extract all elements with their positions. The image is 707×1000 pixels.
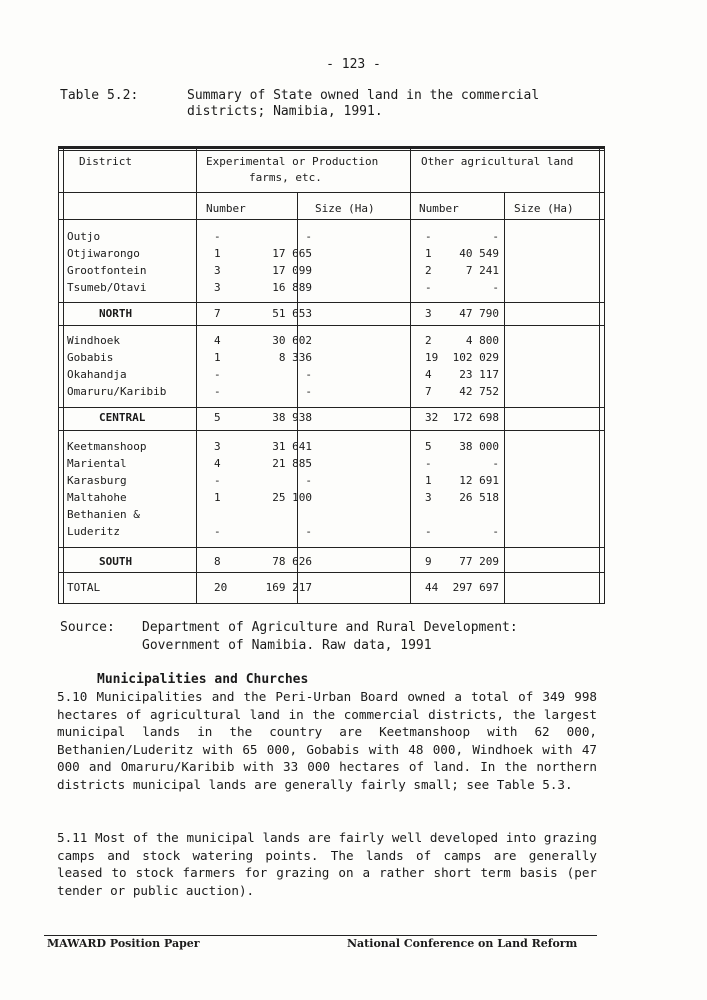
cell-s1: 31 641 xyxy=(272,440,312,453)
header-district: District xyxy=(79,155,132,168)
cell-n1: 3 xyxy=(214,440,221,453)
cell-s2: 42 752 xyxy=(459,385,499,398)
source-line2: Government of Namibia. Raw data, 1991 xyxy=(142,638,432,653)
table-caption-line2: districts; Namibia, 1991. xyxy=(187,104,383,119)
cell-district: Outjo xyxy=(67,230,101,243)
section-heading: Municipalities and Churches xyxy=(97,672,309,687)
cell-s2: 26 518 xyxy=(459,491,499,504)
cell-district: Luderitz xyxy=(67,525,120,538)
source-label: Source: xyxy=(60,620,115,635)
cell-s2: 47 790 xyxy=(459,307,499,320)
cell-s2: 7 241 xyxy=(465,264,499,277)
cell-n1: - xyxy=(214,525,221,538)
cell-s2: 12 691 xyxy=(459,474,499,487)
cell-n1: 8 xyxy=(214,555,221,568)
col-divider-4 xyxy=(504,192,505,603)
left-double-rule xyxy=(63,147,64,603)
cell-n1: 3 xyxy=(214,281,221,294)
footer-rule xyxy=(44,935,597,936)
source-text xyxy=(142,619,518,655)
cell-n1: 1 xyxy=(214,491,221,504)
col-divider-1 xyxy=(196,147,197,603)
paragraph-5-11: 5.11 Most of the municipal lands are fairly well developed into grazing camps and stock watering points. The lands of camps are generally leased to stock farmers for grazing on a rather short term basis (per tender or public auction). xyxy=(57,830,597,898)
page-number: - 123 - xyxy=(326,57,381,72)
cell-n1: 4 xyxy=(214,457,221,470)
cell-n2: - xyxy=(425,230,432,243)
cell-district: TOTAL xyxy=(67,581,101,594)
cell-n2: 19 xyxy=(425,351,439,364)
cell-s1: 17 099 xyxy=(272,264,312,277)
table-caption xyxy=(187,88,539,120)
cell-s1: 30 602 xyxy=(272,334,312,347)
central-rule-bottom xyxy=(59,430,604,431)
cell-n2: - xyxy=(425,281,432,294)
cell-n1: 4 xyxy=(214,334,221,347)
header-experimental-line2: farms, etc. xyxy=(249,171,322,184)
cell-district: NORTH xyxy=(99,307,133,320)
cell-s1: 8 336 xyxy=(278,351,312,364)
table-label: Table 5.2: xyxy=(60,88,139,103)
cell-s2: 102 029 xyxy=(452,351,499,364)
table-top-rule-inner xyxy=(59,150,604,151)
right-double-rule xyxy=(599,147,600,603)
header-size-2: Size (Ha) xyxy=(514,202,574,215)
cell-district: Gobabis xyxy=(67,351,114,364)
cell-s2: 77 209 xyxy=(459,555,499,568)
cell-s2: 23 117 xyxy=(459,368,499,381)
header-size-1: Size (Ha) xyxy=(315,202,375,215)
cell-n2: - xyxy=(425,525,432,538)
south-rule-bottom xyxy=(59,572,604,573)
cell-district: CENTRAL xyxy=(99,411,146,424)
cell-s1: 51 653 xyxy=(272,307,312,320)
cell-s1: 78 626 xyxy=(272,555,312,568)
header-rule-2 xyxy=(59,219,604,220)
cell-district: Tsumeb/Otavi xyxy=(67,281,147,294)
cell-n1: 1 xyxy=(214,351,221,364)
central-rule-top xyxy=(59,407,604,408)
cell-n2: 9 xyxy=(425,555,432,568)
cell-s2: 40 549 xyxy=(459,247,499,260)
cell-district: Grootfontein xyxy=(67,264,147,277)
footer-right: National Conference on Land Reform xyxy=(347,937,578,950)
cell-district: Otjiwarongo xyxy=(67,247,140,260)
cell-n2: - xyxy=(425,457,432,470)
cell-s1: - xyxy=(305,474,312,487)
cell-district: Mariental xyxy=(67,457,127,470)
cell-n1: 3 xyxy=(214,264,221,277)
footer-left: MAWARD Position Paper xyxy=(47,937,200,950)
cell-n1: - xyxy=(214,230,221,243)
cell-n1: 5 xyxy=(214,411,221,424)
cell-district: Keetmanshoop xyxy=(67,440,147,453)
cell-n1: - xyxy=(214,385,221,398)
cell-s2: 38 000 xyxy=(459,440,499,453)
source-line1: Department of Agriculture and Rural Development: xyxy=(142,620,518,635)
cell-n1: 20 xyxy=(214,581,228,594)
cell-s2: - xyxy=(492,525,499,538)
cell-n2: 1 xyxy=(425,474,432,487)
cell-district: Windhoek xyxy=(67,334,120,347)
header-rule-1 xyxy=(59,192,604,193)
north-rule-top xyxy=(59,302,604,303)
cell-n2: 32 xyxy=(425,411,439,424)
header-number-1: Number xyxy=(206,202,246,215)
cell-district: Omaruru/Karibib xyxy=(67,385,167,398)
cell-district: Maltahohe xyxy=(67,491,127,504)
cell-s1: - xyxy=(305,525,312,538)
cell-n2: 7 xyxy=(425,385,432,398)
cell-s1: 25 100 xyxy=(272,491,312,504)
cell-n1: - xyxy=(214,474,221,487)
cell-n2: 3 xyxy=(425,307,432,320)
north-rule-bottom xyxy=(59,325,604,326)
cell-n2: 2 xyxy=(425,334,432,347)
cell-s2: 297 697 xyxy=(452,581,499,594)
table-caption-line1: Summary of State owned land in the commercial xyxy=(187,88,540,103)
cell-s1: 16 889 xyxy=(272,281,312,294)
cell-s2: - xyxy=(492,230,499,243)
cell-n1: - xyxy=(214,368,221,381)
cell-n2: 44 xyxy=(425,581,439,594)
cell-n2: 2 xyxy=(425,264,432,277)
cell-n2: 1 xyxy=(425,247,432,260)
cell-district: Bethanien & xyxy=(67,508,140,521)
cell-s1: 38 938 xyxy=(272,411,312,424)
land-summary-table xyxy=(58,146,605,604)
header-experimental: Experimental or Production xyxy=(206,155,379,168)
cell-district: SOUTH xyxy=(99,555,133,568)
cell-n2: 4 xyxy=(425,368,432,381)
header-other-agricultural: Other agricultural land xyxy=(421,155,574,168)
table-top-rule xyxy=(59,147,604,149)
cell-s2: - xyxy=(492,457,499,470)
south-rule-top xyxy=(59,547,604,548)
paragraph-5-10: 5.10 Municipalities and the Peri-Urban Board owned a total of 349 998 hectares of agricultural land in the commercial districts, the largest municipal lands in the country are Keetmanshoop with 62 000, Bethanien/Luderitz with 65 000, Gobabis with 48 000, Windhoek with 47 000 and Omaruru/Karibib with 33 000 hectares of land. In the northern districts municipal lands are generally fairly small; see Table 5.3. xyxy=(57,689,597,792)
cell-s2: 4 800 xyxy=(465,334,499,347)
cell-n1: 1 xyxy=(214,247,221,260)
header-number-2: Number xyxy=(419,202,459,215)
cell-n1: 7 xyxy=(214,307,221,320)
cell-district: Okahandja xyxy=(67,368,127,381)
cell-district: Karasburg xyxy=(67,474,127,487)
cell-s1: - xyxy=(305,368,312,381)
cell-s2: - xyxy=(492,281,499,294)
cell-s1: - xyxy=(305,385,312,398)
cell-s2: 172 698 xyxy=(452,411,499,424)
cell-s1: 169 217 xyxy=(265,581,312,594)
cell-s1: 21 885 xyxy=(272,457,312,470)
cell-n2: 3 xyxy=(425,491,432,504)
cell-s1: - xyxy=(305,230,312,243)
cell-n2: 5 xyxy=(425,440,432,453)
cell-s1: 17 665 xyxy=(272,247,312,260)
